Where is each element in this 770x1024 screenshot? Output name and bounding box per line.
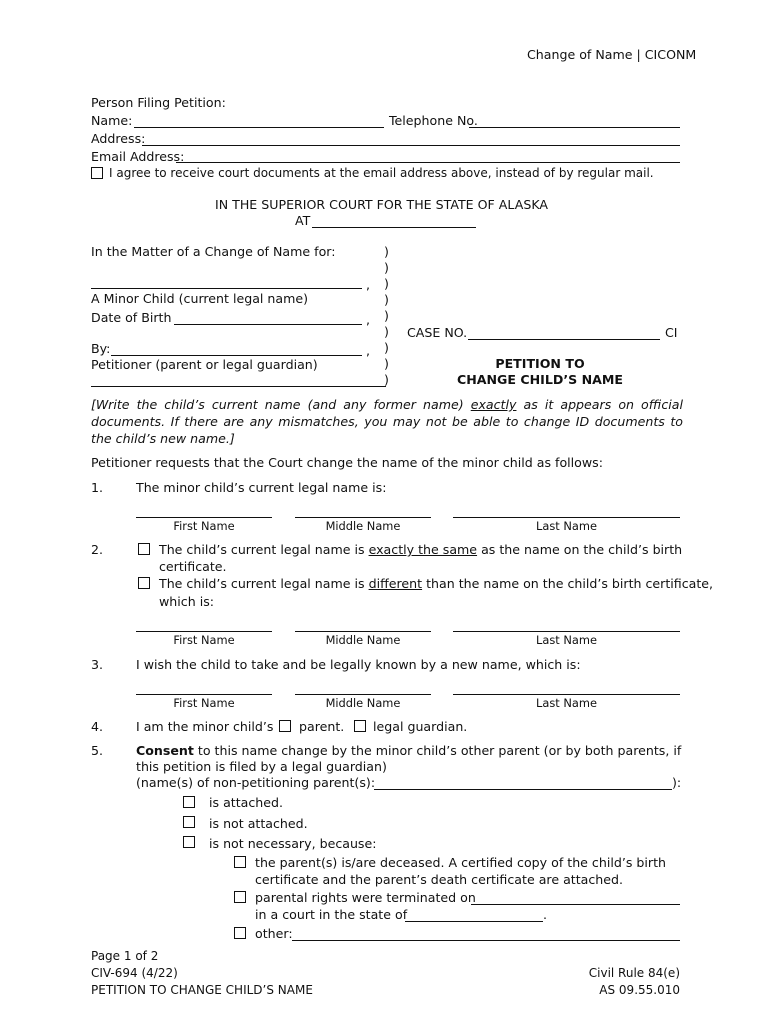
item-number: 5. [91,743,104,758]
item2b-post: than the name on the child’s birth certificate, [422,576,714,591]
consent-not-attached-checkbox[interactable] [183,816,195,828]
by-label: By: [91,341,111,356]
first-name-caption: First Name [173,633,235,647]
item-number: 3. [91,657,104,672]
paren: ) [384,356,389,371]
doc-title-line1: PETITION TO [495,356,585,371]
page-number: Page 1 of 2 [91,949,159,963]
instructions-emphasis: exactly [470,397,517,412]
guardian-checkbox[interactable] [354,720,366,732]
termination-date-field[interactable] [471,904,680,905]
item3-text: I wish the child to take and be legally known by a new name, which is: [136,657,581,672]
parent-checkbox[interactable] [279,720,291,732]
telephone-label: Telephone No. [389,113,478,128]
other-reason-field[interactable] [292,940,680,941]
paren: ) [384,340,389,355]
item2a-emphasis: exactly the same [368,542,478,557]
case-suffix: CI [665,325,678,340]
paren: ) [384,292,389,307]
comma: , [366,277,371,292]
last-name-caption: Last Name [536,696,597,710]
form-number: CIV-694 (4/22) [91,966,178,980]
first-name-caption: First Name [173,519,235,533]
new-first-name-field[interactable] [136,694,272,695]
item2a-pre: The child’s current legal name is [159,542,369,557]
comma: , [366,312,371,327]
name-label: Name: [91,113,133,128]
paren: ) [384,244,389,259]
consent-heading: Consent [136,743,194,758]
deceased-line2: certificate and the parent’s death certificate are attached. [255,872,624,887]
item2b-pre: The child’s current legal name is [159,576,369,591]
consent-not-necessary-checkbox[interactable] [183,836,195,848]
petitioner-label: Petitioner (parent or legal guardian) [91,357,318,372]
item2a-line2: certificate. [159,559,227,574]
item2b-line2: which is: [159,594,214,609]
email-consent-label: I agree to receive court documents at the email address above, instead of by regular mail. [109,166,654,180]
request-intro: Petitioner requests that the Court change the name of the minor child as follows: [91,455,603,470]
deceased-line1: the parent(s) is/are deceased. A certified copy of the child’s birth [255,855,666,870]
item5-rest: to this name change by the minor child’s other parent (or by both parents, if [193,743,682,758]
by-field[interactable] [111,355,362,356]
item-number: 4. [91,719,104,734]
new-last-name-field[interactable] [453,694,680,695]
deceased-checkbox[interactable] [234,856,246,868]
case-no-field[interactable] [468,339,660,340]
consent-not-necessary-label: is not necessary, because: [209,836,377,851]
consent-attached-label: is attached. [209,795,284,810]
item2a-text [159,542,682,557]
case-no-label: CASE NO. [407,325,468,340]
instructions-text: [Write the child’s current name (and any former name) [91,397,471,412]
form-title: PETITION TO CHANGE CHILD’S NAME [91,983,313,997]
instructions-text: as it appears on official documents. If there are any mismatches, you may not be able to change ID documents to the child’s new name.] [91,397,683,446]
current-middle-name-field[interactable] [295,517,431,518]
last-name-caption: Last Name [536,519,597,533]
item2b-emphasis: different [368,576,423,591]
statute: AS 09.55.010 [599,983,680,997]
other-label: other: [255,926,293,941]
dob-field[interactable] [174,324,362,325]
minor-child-label: A Minor Child (current legal name) [91,291,309,306]
parent-label: parent. [299,719,345,734]
paren: ) [384,308,389,323]
dob-label: Date of Birth [91,310,172,325]
item5-line3: (name(s) of non-petitioning parent(s): [136,775,376,790]
current-first-name-field[interactable] [136,517,272,518]
court-at-label: AT [295,213,311,228]
name-field[interactable] [134,127,384,128]
terminated-line2: in a court in the state of [255,907,408,922]
item5-line2: this petition is filed by a legal guardian) [136,759,387,774]
court-title: IN THE SUPERIOR COURT FOR THE STATE OF ALASKA [215,197,548,212]
new-middle-name-field[interactable] [295,694,431,695]
email-field[interactable] [176,162,680,163]
non-petitioning-parent-field[interactable] [374,789,672,790]
petitioner-field[interactable] [91,386,386,387]
instructions [91,396,683,447]
item2b-text [159,576,713,591]
paren: ) [384,372,389,387]
item4-text: I am the minor child’s [136,719,274,734]
middle-name-caption: Middle Name [325,519,401,533]
person-filing-heading: Person Filing Petition: [91,95,226,110]
paren: ) [384,324,389,339]
form-code: Change of Name | CICONM [527,47,697,62]
same-name-checkbox[interactable] [138,543,150,555]
doc-title-line2: CHANGE CHILD’S NAME [456,372,623,387]
item5-close: ): [672,775,682,790]
item2a-post: as the name on the child’s birth [477,542,683,557]
terminated-period: . [543,907,548,922]
telephone-field[interactable] [469,127,680,128]
email-consent-checkbox[interactable] [91,167,103,179]
termination-state-field[interactable] [405,921,543,922]
last-name-caption: Last Name [536,633,597,647]
address-label: Address: [91,131,146,146]
minor-name-field[interactable] [91,288,362,289]
court-location-field[interactable] [312,227,476,228]
item-number: 2. [91,542,104,557]
different-name-checkbox[interactable] [138,577,150,589]
terminated-line1: parental rights were terminated on [255,890,476,905]
item-number: 1. [91,480,104,495]
birth-first-name-field[interactable] [136,631,272,632]
paren: ) [384,260,389,275]
civil-rule: Civil Rule 84(e) [588,966,680,980]
matter-label: In the Matter of a Change of Name for: [91,244,336,259]
consent-attached-checkbox[interactable] [183,796,195,808]
birth-middle-name-field[interactable] [295,631,431,632]
item1-text: The minor child’s current legal name is: [136,480,387,495]
consent-not-attached-label: is not attached. [209,816,308,831]
email-label: Email Address: [91,149,185,164]
birth-last-name-field[interactable] [453,631,680,632]
middle-name-caption: Middle Name [325,696,401,710]
middle-name-caption: Middle Name [325,633,401,647]
guardian-label: legal guardian. [373,719,468,734]
paren: ) [384,276,389,291]
first-name-caption: First Name [173,696,235,710]
current-last-name-field[interactable] [453,517,680,518]
other-checkbox[interactable] [234,927,246,939]
item5-text [136,743,681,758]
comma: , [366,343,371,358]
terminated-checkbox[interactable] [234,891,246,903]
address-field[interactable] [142,145,680,146]
